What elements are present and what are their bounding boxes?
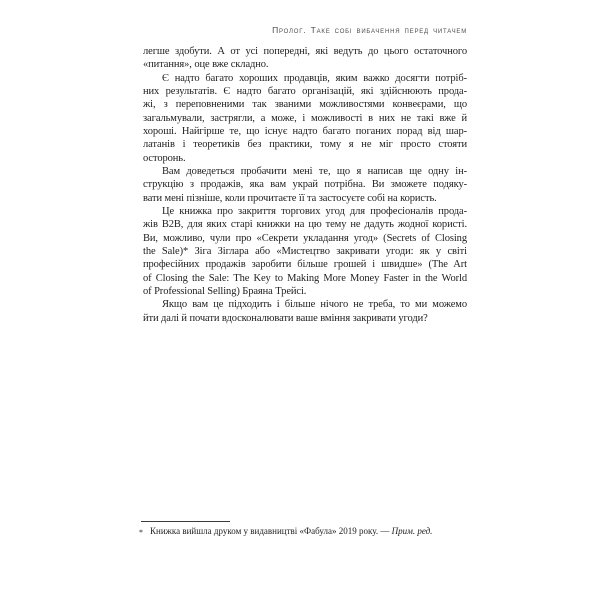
text-line: загальмували, застрягли, а може, і можливості в них не такі вже й [143, 112, 467, 124]
paragraph [143, 205, 467, 298]
text-line: «питання», оце вже складно. [143, 59, 269, 71]
text-line: латанів і теоретиків без практики, тому я не міг просто стояти [143, 139, 467, 151]
text-line: струкцію з продажів, яка вам украй потрібна. Ви зможете подяку- [143, 179, 467, 191]
body-text [143, 45, 467, 325]
paragraph [143, 298, 467, 325]
text-line: них результатів. Є надто багато організацій, які здійснюють прода- [143, 85, 467, 97]
footnote-separator [141, 521, 230, 522]
footnote-text [150, 526, 471, 539]
text-line: осторонь. [143, 152, 186, 164]
text-line: Ви, можливо, чули про «Секрети укладання угод» (Secrets of Closing [143, 232, 467, 244]
text-line: of Professional Selling) Браяна Трейсі. [143, 285, 307, 297]
running-header: Пролог. Таке собі вибачення перед читачем [272, 25, 467, 35]
text-line: Є надто багато хороших продавців, яким важко досягти потріб- [162, 72, 467, 84]
text-line: Вам доведеться пробачити мені те, що я написав ще одну ін- [162, 165, 467, 177]
text-line: Це книжка про закриття торгових угод для професіоналів прода- [162, 205, 467, 217]
text-line: жів B2B, для яких старі книжки на цю тему не дадуть жодної користі. [143, 219, 467, 231]
text-line: of Closing the Sale: The Key to Making More Money Faster in the World [143, 272, 467, 284]
text-line: легше здобути. А от усі попередні, які ведуть до цього остаточного [143, 46, 467, 57]
paragraph [143, 45, 467, 72]
footnote-marker: * [139, 528, 143, 537]
paragraph [143, 165, 467, 205]
text-line: вати мені пізніше, коли прочитаєте її та застосуєте собі на користь. [143, 192, 437, 204]
text-line: жі, з переповненими так званими можливостями конвеєрами, що [143, 99, 467, 111]
text-line: професійних продажів заробити більше грошей і швидше» (The Art [143, 259, 467, 271]
text-line: хороші. Найгірше те, що існує надто багато поганих порад від шар- [143, 125, 467, 137]
footnote-text-regular: Книжка вийшла друком у видавництві «Фабула» 2019 року. — [150, 526, 392, 536]
paragraph [143, 72, 467, 165]
footnote-editor-note: Прим. ред. [391, 526, 433, 536]
text-line: йти далі й почати вдосконалювати ваше вміння закривати угоди? [143, 312, 428, 324]
footnote [139, 526, 471, 539]
text-line: the Sale)* Зіга Зіглара або «Мистецтво закривати угоди: як у світі [143, 245, 467, 257]
text-line: Якщо вам це підходить і більше нічого не треба, то ми можемо [162, 299, 467, 311]
